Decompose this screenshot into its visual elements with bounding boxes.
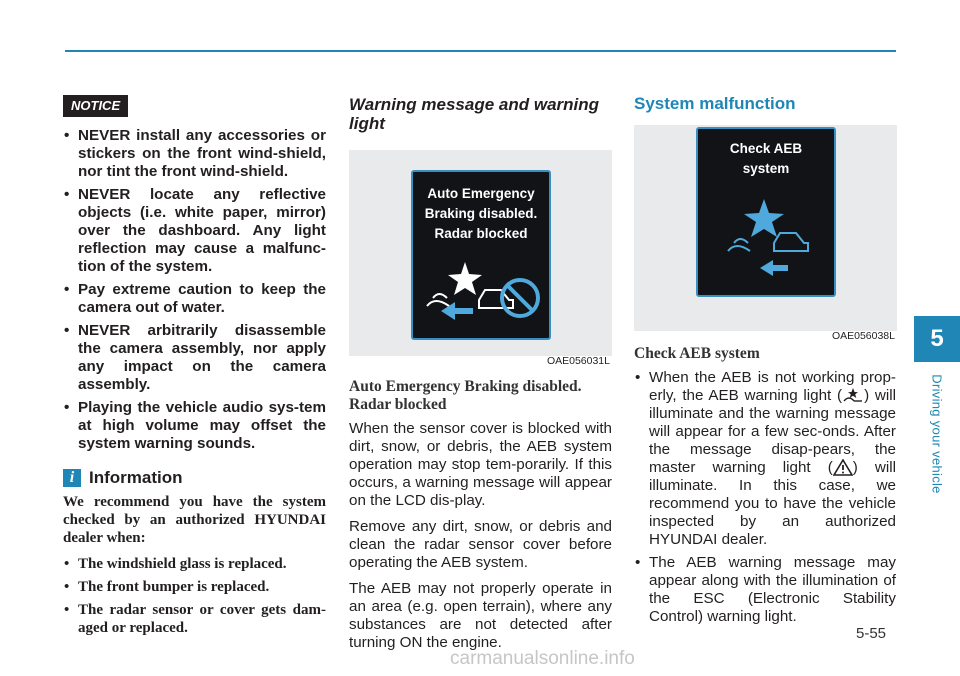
aeb-warning-icon [698,185,834,295]
master-warning-icon [833,459,853,476]
info-icon: i [63,469,81,487]
notice-list [63,127,326,453]
text-fragment: When the AEB is not working prop-erly, the AEB warning light ( [649,369,896,404]
information-intro: We recommend you have the system checked by an authorized HYUNDAI dealer when: [63,494,326,546]
malfunction-list [634,369,896,626]
chapter-tab: 5 [914,316,960,362]
paragraph: When the sensor cover is blocked with dirt, snow, or debris, the AEB system operation may stop tem-porarily. If this occurs, a warning message will appear on the LCD dis-play. [349,420,612,509]
figure-check-aeb [634,125,897,342]
paragraph: Remove any dirt, snow, or debris and clean the radar sensor cover before operating the AEB system. [349,518,612,571]
header-rule [65,50,896,52]
text-fragment: ) will illuminate and the warning message will appear for a few sec-onds. After the message disap-pears, the master warning light ( [649,387,896,476]
text-fragment: ) will illuminate. In this case, we recommend you to have the vehicle inspected by an authorized HYUNDAI dealer. [649,459,896,548]
list-item: • Pay extreme caution to keep the camera out of water. [63,281,326,317]
paragraph: The AEB may not properly operate in an area (e.g. open terrain), where any substances are not detected after turning ON the engine. [349,580,612,651]
lcd-display [696,127,836,297]
aeb-blocked-icon [413,248,549,338]
lcd-line: Radar blocked [434,226,528,241]
figure-radar-blocked [349,150,612,367]
information-title: Information [89,468,183,487]
information-list [63,555,326,637]
list-item: • The front bumper is replaced. [63,578,326,596]
figure-code: OAE056038L [831,330,895,342]
figure-code: OAE056031L [546,355,610,367]
chapter-title [921,368,953,502]
list-item: • The AEB warning message may appear along with the illumination of the ESC (Electronic Stability Control) warning light. [634,554,896,626]
lcd-line: Check AEB [729,141,803,156]
column-notice [63,95,326,642]
subheading: Check AEB system [634,345,760,362]
lcd-line: system [742,161,790,176]
malfunction-heading: System malfunction [634,94,796,113]
lcd-line: Braking disabled. [424,206,538,221]
notice-badge: NOTICE [63,95,128,117]
list-item: • NEVER install any accessories or stickers on the front wind-shield, nor tint the front wind-shield. [63,127,326,181]
subheading: Auto Emergency Braking disabled. Radar blocked [349,378,582,413]
list-item: • The windshield glass is replaced. [63,555,326,573]
column-malfunction [634,95,896,631]
list-item [634,369,896,549]
information-heading [63,469,326,487]
list-item: • NEVER arbitrarily disassemble the camera assembly, nor apply any impact on the camera assembly. [63,322,326,394]
warning-heading: Warning message and warning light [349,95,600,133]
watermark: carmanualsonline.info [450,648,635,669]
column-warning [349,95,612,660]
list-item: • NEVER locate any reflective objects (i.e. white paper, mirror) over the dashboard. Any light reflection may cause a malfunc-tion of the system. [63,186,326,276]
list-item: • Playing the vehicle audio sys-tem at high volume may offset the system warning sounds. [63,399,326,453]
page-number: 5-55 [856,625,887,642]
aeb-warning-light-icon [842,388,864,404]
list-item: • The radar sensor or cover gets dam-aged or replaced. [63,601,326,637]
lcd-line: Auto Emergency [427,186,535,201]
lcd-display [411,170,551,340]
chapter-title-text: Driving your vehicle [929,374,945,494]
